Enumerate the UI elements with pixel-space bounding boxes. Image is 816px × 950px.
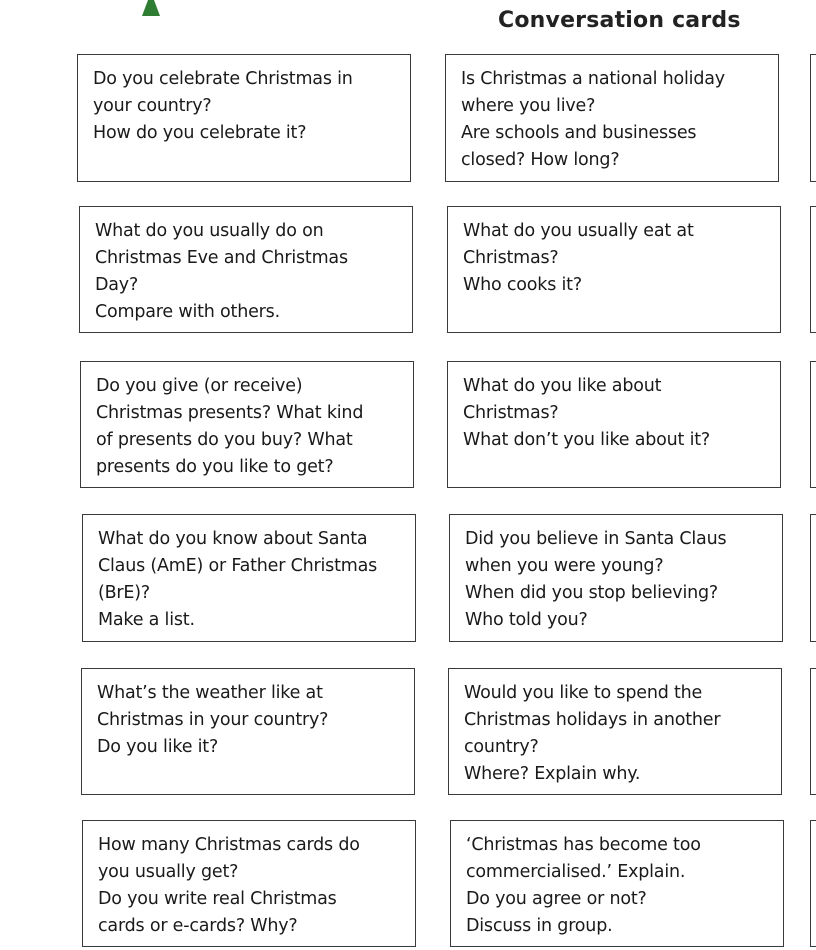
conversation-card-8: [449, 514, 783, 642]
card-line: cards or e-cards? Why?: [98, 916, 298, 936]
card-line: Would you like to spend the: [464, 683, 703, 703]
card-line: (BrE)?: [98, 583, 151, 603]
card-line: you usually get?: [98, 862, 239, 882]
conversation-card-12: [450, 820, 784, 947]
christmas-tree-icon: [136, 0, 166, 16]
card-line: when you were young?: [465, 556, 664, 576]
card-edge-right: [810, 206, 816, 333]
card-line: closed? How long?: [461, 150, 620, 170]
conversation-card-1: [77, 54, 411, 182]
card-edge-right: [810, 54, 816, 182]
conversation-card-11: [82, 820, 416, 947]
card-line: What’s the weather like at: [97, 683, 323, 703]
card-line: Discuss in group.: [466, 916, 613, 936]
card-edge-right: [810, 820, 816, 947]
card-line: Who cooks it?: [463, 275, 582, 295]
card-line: Christmas?: [463, 248, 559, 268]
conversation-card-7: [82, 514, 416, 642]
card-line: What do you like about: [463, 376, 662, 396]
page-title: Conversation cards: [498, 8, 741, 33]
card-line: Do you give (or receive): [96, 376, 303, 396]
card-line: Who told you?: [465, 610, 588, 630]
card-line: Do you write real Christmas: [98, 889, 337, 909]
card-line: Did you believe in Santa Claus: [465, 529, 727, 549]
card-line: What do you usually do on: [95, 221, 324, 241]
card-line: What do you usually eat at: [463, 221, 694, 241]
card-edge-right: [810, 361, 816, 488]
card-line: presents do you like to get?: [96, 457, 334, 477]
card-line: What don’t you like about it?: [463, 430, 710, 450]
card-edge-right: [810, 514, 816, 642]
conversation-card-4: [447, 206, 781, 333]
card-line: Are schools and businesses: [461, 123, 697, 143]
card-line: Christmas presents? What kind: [96, 403, 364, 423]
conversation-card-10: [448, 668, 782, 795]
card-line: Make a list.: [98, 610, 195, 630]
card-line: Do you like it?: [97, 737, 219, 757]
conversation-card-2: [445, 54, 779, 182]
card-edge-right: [810, 668, 816, 795]
card-line: How do you celebrate it?: [93, 123, 307, 143]
card-line: where you live?: [461, 96, 596, 116]
card-line: country?: [464, 737, 539, 757]
card-line: Do you celebrate Christmas in: [93, 69, 353, 89]
card-line: Compare with others.: [95, 302, 280, 322]
card-line: When did you stop believing?: [465, 583, 719, 603]
card-line: How many Christmas cards do: [98, 835, 360, 855]
card-line: of presents do you buy? What: [96, 430, 353, 450]
card-line: Where? Explain why.: [464, 764, 641, 784]
conversation-card-3: [79, 206, 413, 333]
card-line: commercialised.’ Explain.: [466, 862, 686, 882]
conversation-card-9: [81, 668, 415, 795]
card-line: Do you agree or not?: [466, 889, 647, 909]
card-line: your country?: [93, 96, 212, 116]
card-line: ‘Christmas has become too: [466, 835, 701, 855]
card-line: Day?: [95, 275, 139, 295]
card-line: Christmas Eve and Christmas: [95, 248, 348, 268]
card-line: Is Christmas a national holiday: [461, 69, 725, 89]
conversation-card-5: [80, 361, 414, 488]
conversation-card-6: [447, 361, 781, 488]
card-line: What do you know about Santa: [98, 529, 368, 549]
card-line: Christmas?: [463, 403, 559, 423]
card-line: Christmas holidays in another: [464, 710, 721, 730]
card-line: Christmas in your country?: [97, 710, 329, 730]
card-line: Claus (AmE) or Father Christmas: [98, 556, 378, 576]
